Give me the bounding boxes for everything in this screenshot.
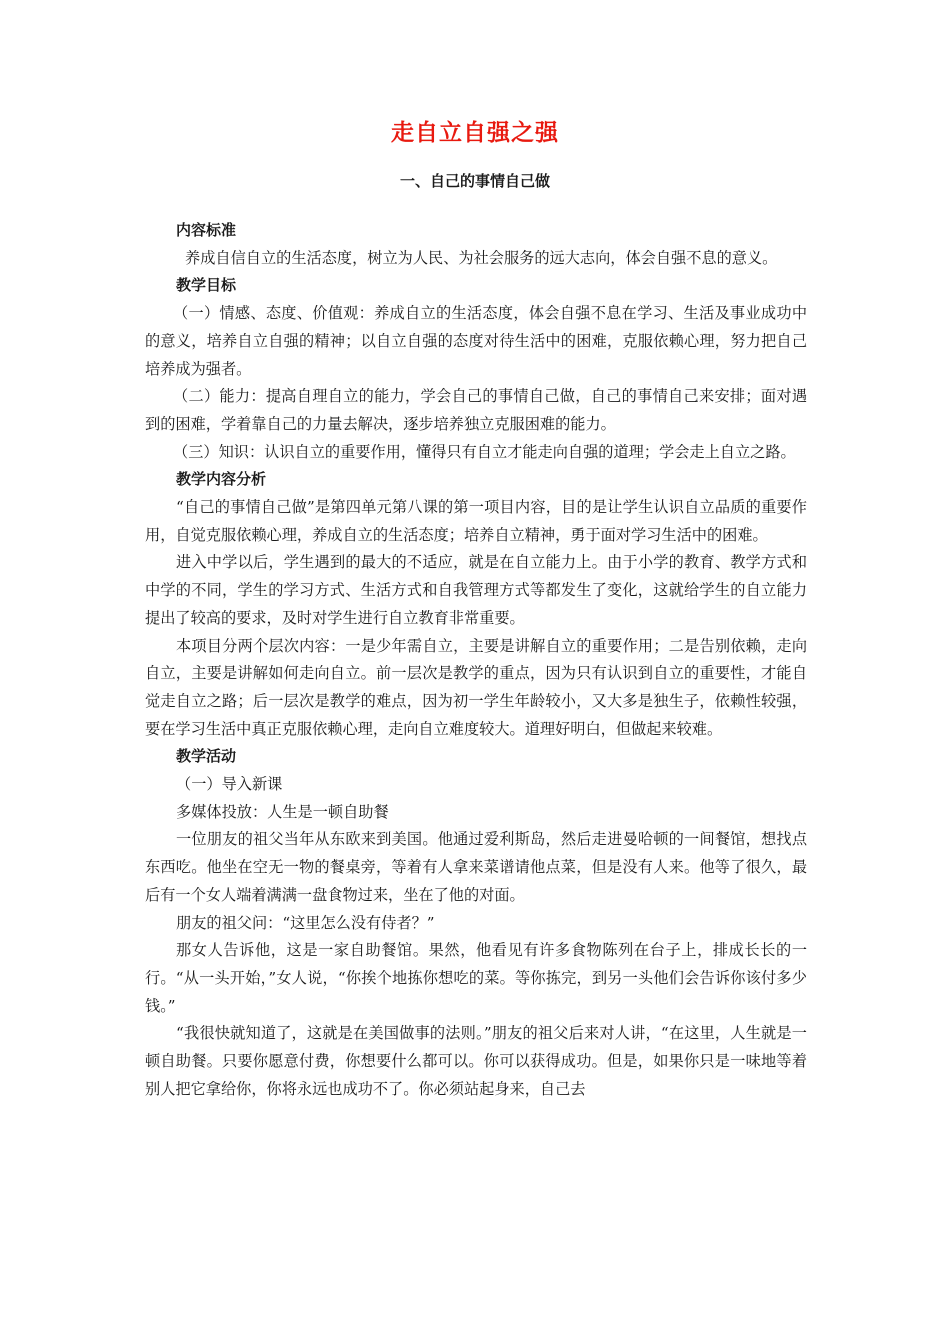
section-heading-content-standard: 内容标准 [176,221,237,239]
section-heading-content-analysis: 教学内容分析 [176,470,267,489]
paragraph: 养成自信自立的生活态度，树立为人民、为社会服务的远大志向，体会自强不息的意义。 [185,248,778,267]
paragraph: 一位朋友的祖父当年从东欧来到美国。他通过爱利斯岛，然后走进曼哈顿的一间餐馆，想找点东西吃。他坐在空无一物的餐桌旁，等着有人拿来菜谱请他点菜，但是没有人来。他等了很久，最后有一个女人端着满满一盘食物过来，坐在了他的对面。 [145,830,807,904]
paragraph: 多媒体投放：人生是一顿自助餐 [176,802,389,821]
paragraph: 本项目分两个层次内容：一是少年需自立，主要是讲解自立的重要作用；二是告别依赖，走向自立，主要是讲解如何走向自立。前一层次是教学的重点，因为只有认识到自立的重要性，才能自觉走自立之路；后一层次是教学的难点，因为初一学生年龄较小，又大多是独生子，依赖性较强，要在学习生活中真正克服依赖心理，走向自立难度较大。道理好明白，但做起来较难。 [145,636,807,738]
paragraph: 那女人告诉他，这是一家自助餐馆。果然，他看见有许多食物陈列在台子上，排成长长的一行。“从一头开始，”女人说，“你挨个地拣你想吃的菜。等你拣完，到另一头他们会告诉你该付多少钱。” [145,941,807,1015]
paragraph: （三）知识：认识自立的重要作用，懂得只有自立才能走向自强的道理；学会走上自立之路。 [173,442,796,461]
paragraph: （二）能力：提高自理自立的能力，学会自己的事情自己做，自己的事情自己来安排；面对遇到的困难，学着靠自己的力量去解决，逐步培养独立克服困难的能力。 [145,387,807,433]
paragraph: 朋友的祖父问：“这里怎么没有侍者？” [176,913,435,932]
document-subtitle: 一、自己的事情自己做 [399,172,550,190]
section-heading-teaching-activities: 教学活动 [176,747,237,766]
document-body [145,217,807,1104]
paragraph: （一）导入新课 [176,775,283,794]
paragraph: 进入中学以后，学生遇到的最大的不适应，就是在自立能力上。由于小学的教育、教学方式和中学的不同，学生的学习方式、生活方式和自我管理方式等都发生了变化，这就给学生的自立能力提出了较高的要求，及时对学生进行自立教育非常重要。 [145,553,807,627]
paragraph: （一）情感、态度、价值观：养成自立的生活态度，体会自强不息在学习、生活及事业成功中的意义，培养自立自强的精神；以自立自强的态度对待生活中的困难，克服依赖心理，努力把自己培养成为强者。 [145,304,807,378]
section-heading-teaching-goals: 教学目标 [176,276,237,295]
paragraph: “我很快就知道了，这就是在美国做事的法则。”朋友的祖父后来对人讲，“在这里，人生就是一顿自助餐。只要你愿意付费，你想要什么都可以。你可以获得成功。但是，如果你只是一味地等着别人把它拿给你，你将永远也成功不了。你必须站起身来，自己去 [145,1024,807,1098]
paragraph: “自己的事情自己做”是第四单元第八课的第一项目内容，目的是让学生认识自立品质的重要作用，自觉克服依赖心理，养成自立的生活态度；培养自立精神，勇于面对学习生活中的困难。 [145,498,807,544]
document-title: 走自立自强之强 [391,120,559,146]
